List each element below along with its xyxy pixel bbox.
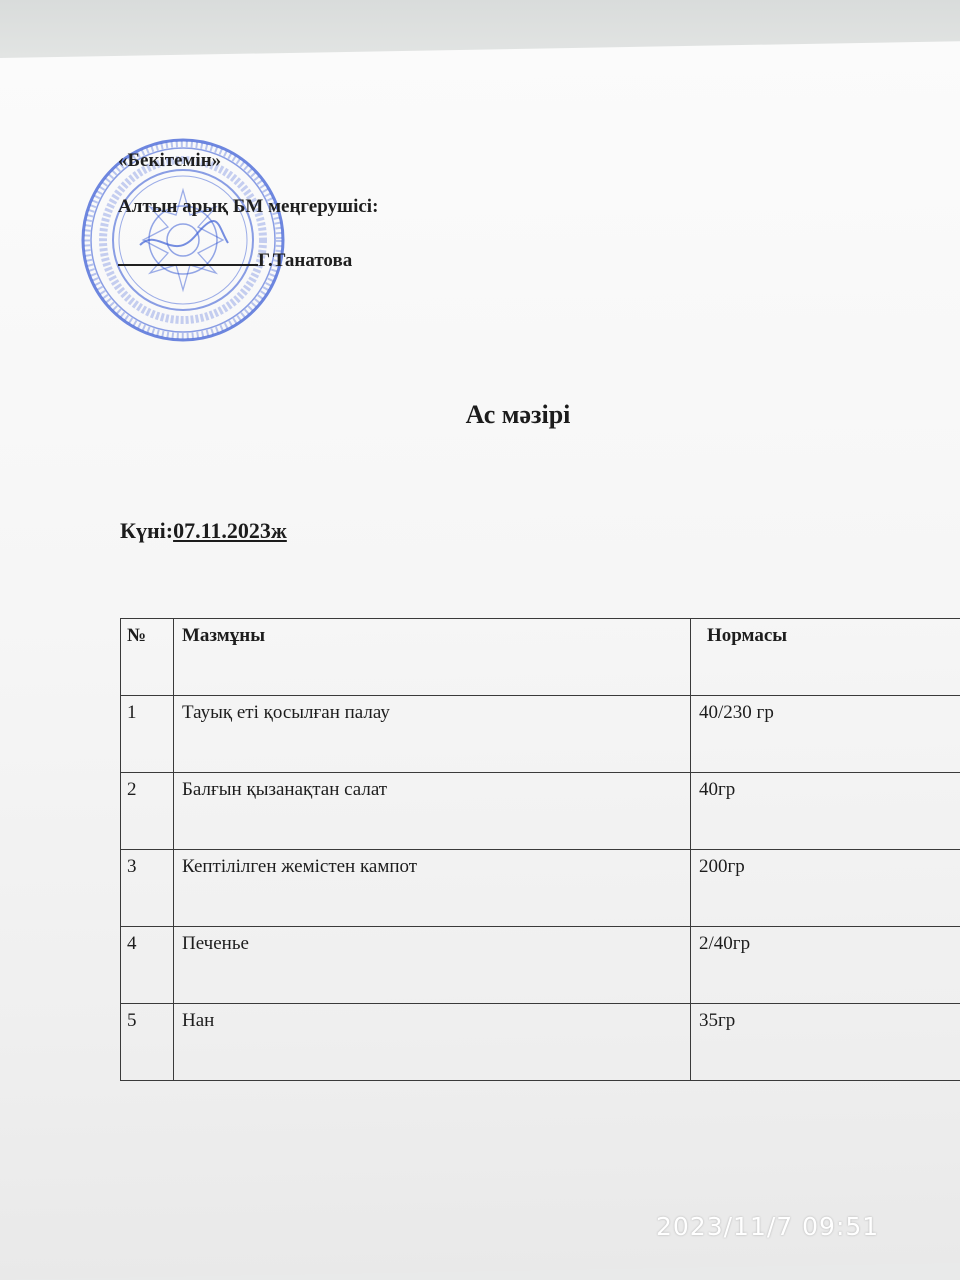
approval-label: «Бекітемін» xyxy=(118,150,222,171)
header-content: Мазмұны xyxy=(174,619,691,696)
row-dish: Тауық еті қосылған палау xyxy=(174,696,691,773)
signature-line xyxy=(118,248,352,272)
table-row xyxy=(121,1004,960,1081)
table-row xyxy=(121,773,960,850)
row-number: 2 xyxy=(121,773,174,850)
date-value: 07.11.2023ж xyxy=(173,518,287,543)
row-dish: Нан xyxy=(174,1004,691,1081)
header-number: № xyxy=(121,619,174,696)
row-number: 4 xyxy=(121,927,174,1004)
table-header-row xyxy=(121,619,960,696)
signer-name: Г.Танатова xyxy=(258,250,353,271)
date-line xyxy=(120,518,287,544)
row-number: 1 xyxy=(121,696,174,773)
signature-blank xyxy=(118,248,258,266)
table-row xyxy=(121,696,960,773)
table-row xyxy=(121,927,960,1004)
row-norm: 2/40гр xyxy=(691,927,960,1004)
row-dish: Печенье xyxy=(174,927,691,1004)
row-norm: 35гр xyxy=(691,1004,960,1081)
row-norm: 200гр xyxy=(691,850,960,927)
row-dish: Кептілілген жемістен кампот xyxy=(174,850,691,927)
photo-timestamp: 2023/11/7 09:51 xyxy=(656,1212,880,1241)
row-dish: Балғын қызанақтан салат xyxy=(174,773,691,850)
date-label: Күні: xyxy=(120,518,174,543)
head-role-label: Алтын арық БМ меңгерушісі: xyxy=(118,196,379,217)
page-title: Ас мәзірі xyxy=(465,400,571,429)
row-number: 3 xyxy=(121,850,174,927)
row-norm: 40/230 гр xyxy=(691,696,960,773)
row-norm: 40гр xyxy=(691,773,960,850)
row-number: 5 xyxy=(121,1004,174,1081)
header-norm: Нормасы xyxy=(691,619,960,696)
table-row xyxy=(121,850,960,927)
menu-table xyxy=(120,618,960,1081)
